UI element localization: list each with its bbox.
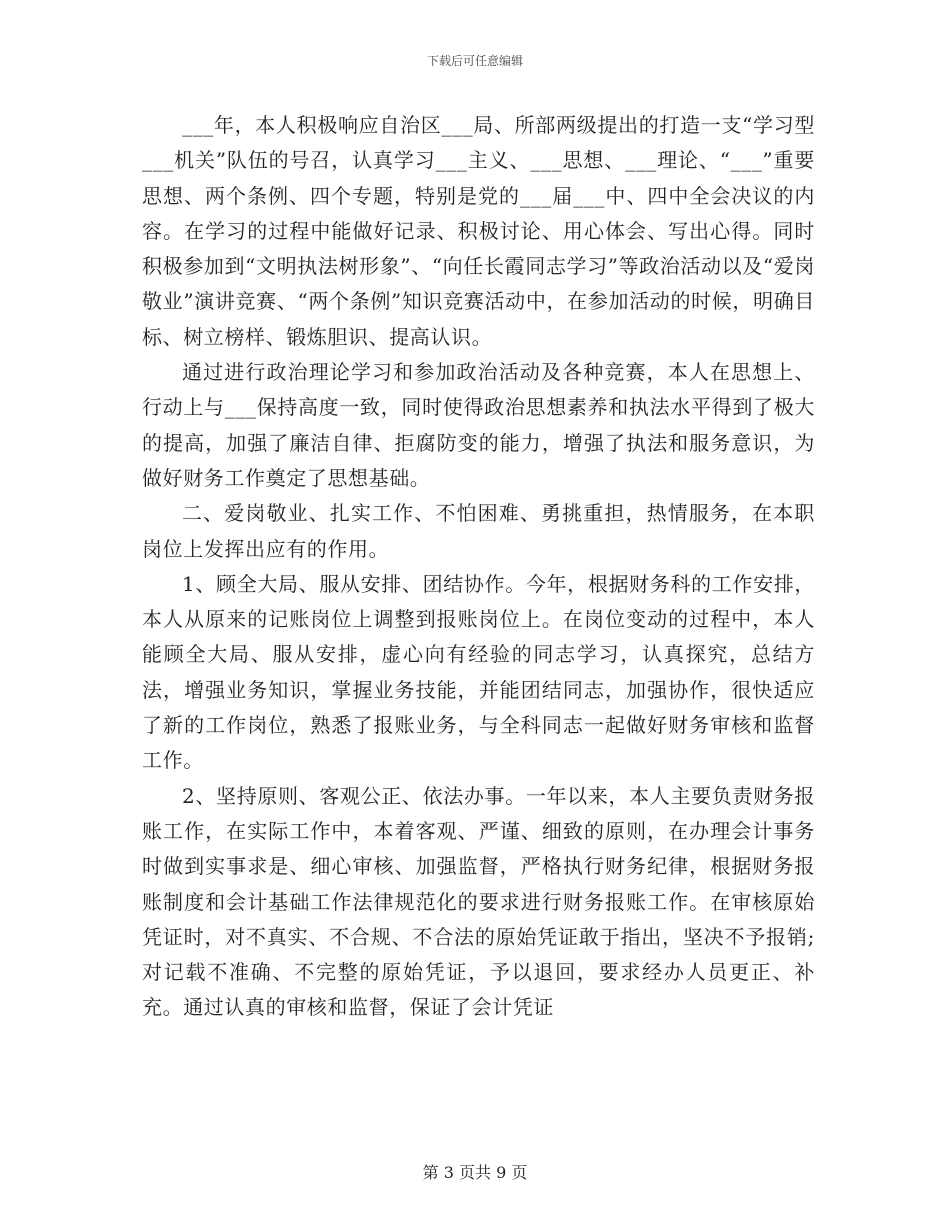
document-body [142, 108, 815, 1026]
paragraph-study: ___年，本人积极响应自治区___局、所部两级提出的打造一支“学习型___机关”队伍的号召，认真学习___主义、___思想、___理论、“___”重要思想、两个条例、四个专题，特别是党的___届___中、四中全会决议的内容。在学习的过程中能做好记录、积极讨论、用心体会、写出心得。同时积极参加到“文明执法树形象”、“向任长霞同志学习”等政治活动以及“爱岗敬业”演讲竞赛、“两个条例”知识竞赛活动中，在参加活动的时候，明确目标、树立榜样、锻炼胆识、提高认识。 [142, 113, 815, 349]
page-header: 下载后可任意编辑 [426, 54, 523, 68]
section-heading-two: 二、爱岗敬业、扎实工作、不怕困难、勇挑重担，热情服务，在本职岗位上发挥出应有的作用。 [142, 501, 815, 561]
paragraph-political-theory: 通过进行政治理论学习和参加政治活动及各种竞赛，本人在思想上、行动上与___保持高度一致，同时使得政治思想素养和执法水平得到了极大的提高，加强了廉洁自律、拒腐防变的能力，增强了执法和服务意识，为做好财务工作奠定了思想基础。 [142, 360, 815, 490]
paragraph-point-two: 2、坚持原则、客观公正、依法办事。一年以来，本人主要负责财务报账工作，在实际工作中，本着客观、严谨、细致的原则，在办理会计事务时做到实事求是、细心审核、加强监督，严格执行财务纪律，根据财务报账制度和会计基础工作法律规范化的要求进行财务报账工作。在审核原始凭证时，对不真实、不合规、不合法的原始凭证敢于指出，坚决不予报销;对记载不准确、不完整的原始凭证，予以退回，要求经办人员更正、补充。通过认真的审核和监督，保证了会计凭证 [142, 783, 815, 1020]
page-footer: 第 3 页共 9 页 [422, 1163, 528, 1182]
paragraph-point-one: 1、顾全大局、服从安排、团结协作。今年，根据财务科的工作安排，本人从原来的记账岗位上调整到报账岗位上。在岗位变动的过程中，本人能顾全大局、服从安排，虚心向有经验的同志学习，认真探究，总结方法，增强业务知识，掌握业务技能，并能团结同志，加强协作，很快适应了新的工作岗位，熟悉了报账业务，与全科同志一起做好财务审核和监督工作。 [142, 571, 815, 773]
